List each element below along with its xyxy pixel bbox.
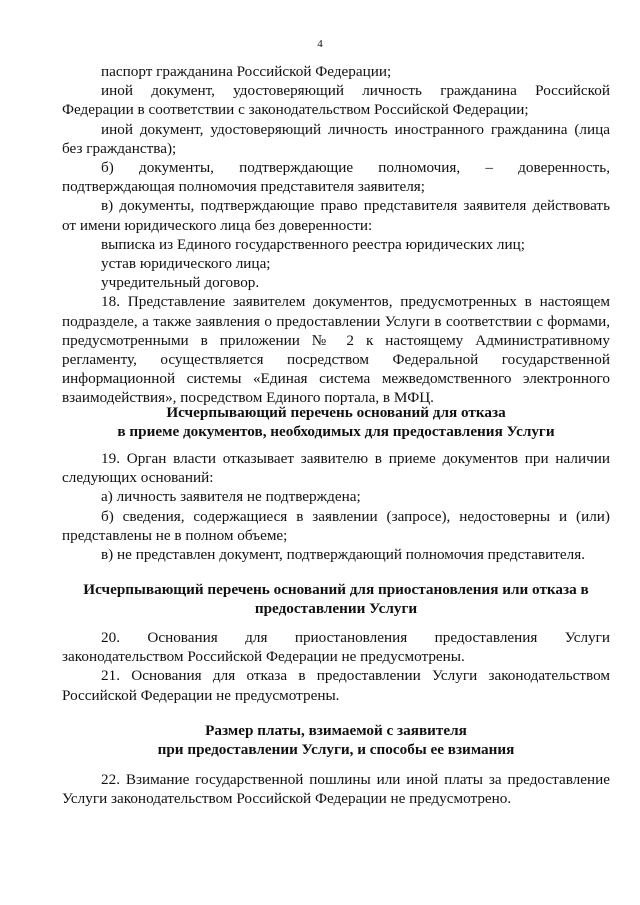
paragraph: а) личность заявителя не подтверждена; [101, 488, 361, 506]
paragraph: в) не представлен документ, подтверждающий полномочия представителя. [101, 546, 585, 564]
text-block-fee [62, 770, 610, 808]
heading-line: в приеме документов, необходимых для предоставления Услуги [117, 423, 555, 441]
paragraph: б) сведения, содержащиеся в заявлении (запросе), недостоверны и (или) представлены не в полном объеме; [62, 507, 610, 544]
heading-line: предоставлении Услуги [254, 600, 418, 618]
section-heading-refusal-acceptance [62, 403, 610, 441]
paragraph: в) документы, подтверждающие право представителя заявителя действовать от имени юридического лица без доверенности: [62, 197, 610, 234]
text-block-suspension-grounds [62, 628, 610, 705]
section-heading-suspension-refusal [62, 580, 610, 618]
heading-line: Размер платы, взимаемой с заявителя [205, 722, 467, 739]
page-number: 4 [317, 38, 323, 50]
paragraph: выписка из Единого государственного реестра юридических лиц; [101, 235, 525, 253]
paragraph: б) документы, подтверждающие полномочия, – доверенность, подтверждающая полномочия представителя заявителя; [62, 159, 610, 196]
paragraph: учредительный договор. [101, 274, 260, 292]
paragraph: паспорт гражданина Российской Федерации; [101, 63, 392, 80]
text-block-documents-list [62, 62, 610, 408]
paragraph-19: 19. Орган власти отказывает заявителю в приеме документов при наличии следующих оснований: [62, 450, 610, 487]
paragraph-20: 20. Основания для приостановления предоставления Услуги законодательством Российской Федерации не предусмотрены. [62, 629, 610, 666]
section-heading-fee [62, 721, 610, 759]
heading-line: Исчерпывающий перечень оснований для приостановления или отказа в [83, 581, 589, 598]
paragraph: иной документ, удостоверяющий личность гражданина Российской Федерации в соответствии с законодательством Российской Федерации; [62, 82, 610, 119]
text-block-refusal-grounds [62, 449, 610, 564]
heading-line: при предоставлении Услуги, и способы ее взимания [157, 741, 515, 759]
paragraph: иной документ, удостоверяющий личность иностранного гражданина (лица без гражданства); [62, 120, 610, 157]
paragraph-18: 18. Представление заявителем документов, предусмотренных в настоящем подразделе, а также заявления о предоставлении Услуги в соответствии с формами, предусмотренными в приложении № 2 к настоящему Административному регламенту, осуществляется посредством Федеральной государственной информационной системы «Единая система межведомственного электронного взаимодействия», посредством Единого портала, в МФЦ. [62, 293, 610, 407]
paragraph-22: 22. Взимание государственной пошлины или иной платы за предоставление Услуги законодательством Российской Федерации не предусмотрено. [62, 771, 610, 808]
paragraph-21: 21. Основания для отказа в предоставлении Услуги законодательством Российской Федерации не предусмотрены. [62, 667, 610, 704]
paragraph: устав юридического лица; [101, 255, 271, 273]
heading-line: Исчерпывающий перечень оснований для отказа [166, 404, 506, 421]
